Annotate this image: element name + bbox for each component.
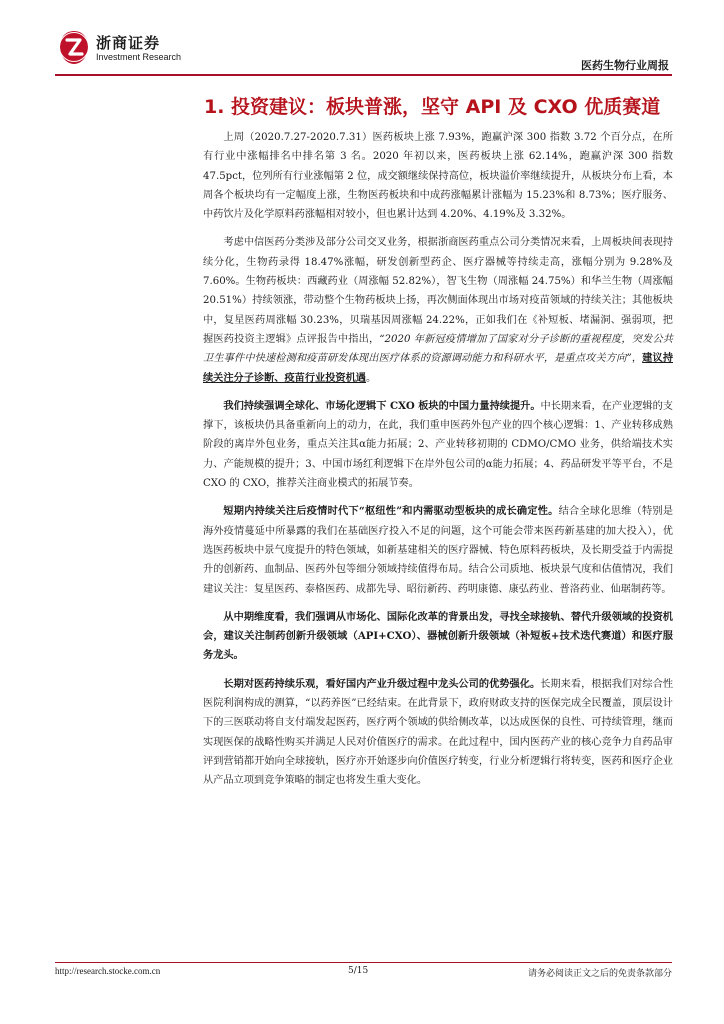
logo-english-name: Investment Research [96, 52, 182, 62]
company-logo [58, 28, 188, 72]
paragraph-lead: 短期内持续关注后疫情时代下“枢纽性”和内需驱动型板块的成长确定性。 [223, 505, 559, 518]
punctuation: 。 [366, 372, 377, 384]
quoted-text: “2020 年新冠疫情增加了国家对分子诊断的重视程度，突发公共卫生事件中快速检测和疫苗研发体现出医疗体系的资源调动能力和科研水平，是重点攻关方向” [203, 333, 673, 365]
paragraph-lead: 我们持续强调全球化、市场化逻辑下 CXO 板块的中国力量持续提升。 [223, 399, 541, 412]
footer-website-link[interactable]: http://research.stocke.com.cn [55, 966, 161, 976]
paragraph-market-review: 上周（2020.7.27-2020.7.31）医药板块上涨 7.93%，跑赢沪深 300 指数 3.72 个百分点，在所有行业中涨幅排名中排名第 3 名。2020 年初以来，医药板块上涨 62.14%，跑赢沪深 300 指数 47.5pct，位列所有行业涨幅第 2 位，成交额继续保持高位，板块溢价率继续提升，从板块分布上看，本周各个板块均有一定幅度上涨，生物医药板块和中成药涨幅累计涨幅为 15.23%和 8.73%；医疗服务、中药饮片及化学原料药涨幅相对较小，但也累计达到 4.20%、4.19%及 3.32%。 [203, 132, 673, 221]
paragraph-mid-term: 从中期维度看，我们强调从市场化、国际化改革的背景出发，寻找全球接轨、替代升级领域的投资机会，建议关注制药创新升级领域（API+CXO）、器械创新升级领域（补短板+技术迭代赛道）和医疗服务龙头。 [203, 610, 673, 662]
paragraph-text: 考虑中信医药分类涉及部分公司交叉业务，根据浙商医药重点公司分类情况来看，上周板块间表现持续分化，生物药录得 18.47%涨幅，研发创新型药企、医疗器械等持续走高，涨幅分别为 9.28%及 7.60%。生物药板块：西藏药业（周涨幅 52.82%），智飞生物（周涨幅 24.75%）和华兰生物（周涨幅 20.51%）持续领涨，带动整个生物药板块上扬，再次侧面体现出市场对疫苗领域的持续关注；其他板块中，复星医药周涨幅 30.23%，贝瑞基因周涨幅 24.22%，正如我们在《补短板、堵漏洞、强弱项，把握医药投资主逻辑》点评报告中指出， [203, 237, 673, 345]
zheshang-logo-icon [58, 30, 90, 66]
paragraph-sector-divergence [203, 233, 673, 387]
logo-chinese-name: 浙商证券 [96, 34, 161, 52]
footer-disclaimer: 请务必阅读正文之后的免责条款部分 [527, 969, 672, 979]
recommendation-text: 建议持续关注分子诊断、疫苗行业投资机遇 [203, 352, 674, 384]
report-body [203, 128, 673, 791]
punctuation: ， [631, 353, 643, 365]
paragraph-text: 结合全球化思维（特别是海外疫情蔓延中所暴露的我们在基础医疗投入不足的问题，这个可能会带来医药新基建的加大投入），优选医药板块中景气度提升的特色领域，如新基建相关的医疗器械、特色原料药板块，及长期受益于内需提升的创新药、血制品、医药外包等细分领域持续值得布局。结合公司质地、板块景气度和估值情况，我们建议关注：复星医药、泰格医药、成都先导、昭衍新药、药明康德、康弘药业、普洛药业、仙琚制药等。 [203, 506, 674, 595]
paragraph-text: 长期来看，根据我们对综合性医院利润构成的测算，“以药养医”已经结束。在此背景下，政府财政支持的医保完成全民覆盖，顶层设计下的三医联动将自支付端发起医药，医疗两个领域的供给侧改革，以达成医保的良性、可持续管理，继而实现医保的战略性购买并满足人民对价值医疗的需求。在此过程中，国内医药产业的核心竞争力自药品审评到营销都开始向全球接轨，医疗亦开始逐步向价值医疗转变，行业分析逻辑行将转变，医药和医疗企业从产品立项到竞争策略的制定也将发生重大变化。 [203, 678, 674, 787]
section-heading: 1. 投资建议：板块普涨，坚守 API 及 CXO 优质赛道 [204, 96, 661, 118]
paragraph-long-term [203, 675, 673, 791]
paragraph-lead: 长期对医药持续乐观，看好国内产业升级过程中龙头公司的优势强化。 [223, 677, 541, 690]
report-title: 医药生物行业周报 [581, 59, 669, 72]
page-number: 5/15 [348, 966, 369, 976]
paragraph-text: 中长期来看，在产业逻辑的支撑下，该板块仍具备重新向上的动力，在此，我们重申医药外包产业的四个核心逻辑：1、产业转移成熟阶段的离岸外包业务，重点关注其α能力拓展；2、产业转移初期的 CDMO/CMO 业务，供给端技术实力、产能规模的提升；3、中国市场红利逻辑下在岸外包公司的α能力拓展；4、药品研发平等平台，不是 CXO 的 CXO，推荐关注商业模式的拓展节奏。 [203, 400, 673, 490]
footer-divider [55, 962, 672, 963]
paragraph-short-term [203, 502, 673, 598]
header-divider [55, 74, 672, 76]
paragraph-cxo [203, 397, 673, 493]
